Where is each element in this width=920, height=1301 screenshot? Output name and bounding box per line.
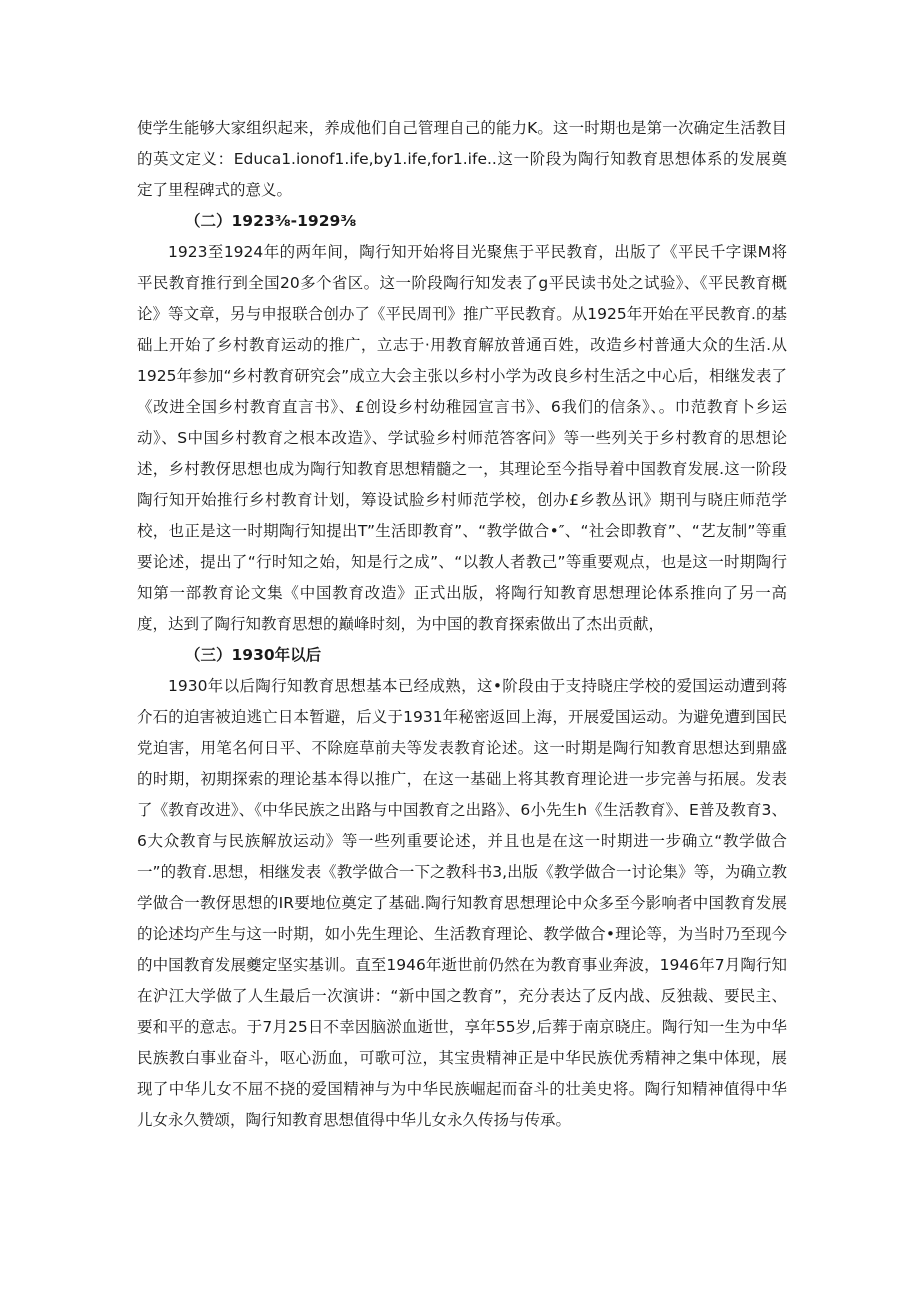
paragraph-section-3: 1930年以后陶行知教育思想基本已经成熟，这•阶段由于支持晓庄学校的爱国运动遭到蒋介石的迫害被迫逃亡日本暂避，后义于1931年秘密返回上海，开展爱国运动。为避免遭到国民党迫害，用笔名何日平、不除庭草前夫等发表教育论述。这一时期是陶行知教育思想达到鼎盛的时期，初期探索的理论基本得以推广，在这一基础上将其教育理论进一步完善与拓展。发表了《教育改进》、《中华民族之出路与中国教育之出路》、6小先生h《生活教育》、E普及教育3、6大众教育与民族解放运动》等一些列重要论述，并且也是在这一时期进一步确立“教学做合一”的教育.思想，相继发表《教学做合一下之教科书3,出版《教学做合一讨论集》等，为确立教学做合一教伢思想的IR要地位奠定了基础.陶行知教育思想理论中众多至今影响者中国教育发展的论述均产生与这一时期，如小先生理论、生活教育理论、教学做合•理论等，为当时乃至现今的中国教育发展夔定坚实基训。直至1946年逝世前仍然在为教育事业奔波，1946年7月陶行知在沪江大学做了人生最后一次演讲：“新中国之教育”，充分表达了反内战、反独裁、要民主、要和平的意志。于7月25日不幸因脑淤血逝世，享年55岁,后葬于南京晓庄。陶行知一生为中华民族教白事业奋斗，呕心沥血，可歌可泣，其宝贵精神正是中华民族优秀精神之集中体现，展现了中华儿女不屈不挠的爱国精神与为中华民族崛起而奋斗的壮美史将。陶行知精神值得中华儿女永久赞颂，陶行知教育思想值得中华儿女永久传扬与传承。 — [137, 677, 787, 1129]
section-heading-3: （三）1930年以后 — [185, 646, 322, 664]
section-heading-2: （二）1923⅜-1929⅜ — [185, 212, 357, 230]
paragraph-continuation: 使学生能够大家组织起来，养成他们自己管理自己的能力K。这一时期也是第一次确定生活教目的英文定义：Educa1.ionof1.ife,by1.ife,for1.ife..这一阶段为陶行知教育思想体系的发展奠定了里程碑式的意义。 — [137, 119, 787, 199]
paragraph-section-2: 1923至1924年的两年间，陶行知开始将目光聚焦于平民教育，出版了《平民千字课M将平民教育推行到全国20多个省区。这一阶段陶行知发表了g平民读书处之试验》、《平民教育概论》等文章，另与申报联合创办了《平民周刊》推广平民教育。从1925年开始在平民教育.的基础上开始了乡村教育运动的推广，立志于·用教育解放普通百姓，改造乡村普通大众的生活.从1925年参加“乡村教育研究会”成立大会主张以乡村小学为改良乡村生活之中心后，相继发表了《改进全国乡村教育直言书》、£创设乡村幼稚园宣言书》、6我们的信条》、。巾范教育卜乡运动》、S中国乡村教育之根本改造》、学试验乡村师范答客问》等一些列关于乡村教育的思想论述，乡村教伢思想也成为陶行知教育思想精髓之一，其理论至今指导着中国教育发展.这一阶段陶行知开始推行乡村教育计划，筹设试脸乡村师范学校，创办£乡教丛讯》期刊与晓庄师范学校，也正是这一时期陶行知提出T”生活即教育”、“教学做合•″、“社会即教育”、“艺友制”等重要论述，提出了“行时知之始，知是行之成”、“以教人者教己”等重要观点，也是这一时期陶行知第一部教育论文集《中国教育改造》正式出版，将陶行知教育思想理论体系推向了另一高度，达到了陶行知教育思想的巅峰时刻，为中国的教育探索做出了杰出贡献， — [137, 243, 787, 633]
text-block — [137, 113, 787, 1136]
